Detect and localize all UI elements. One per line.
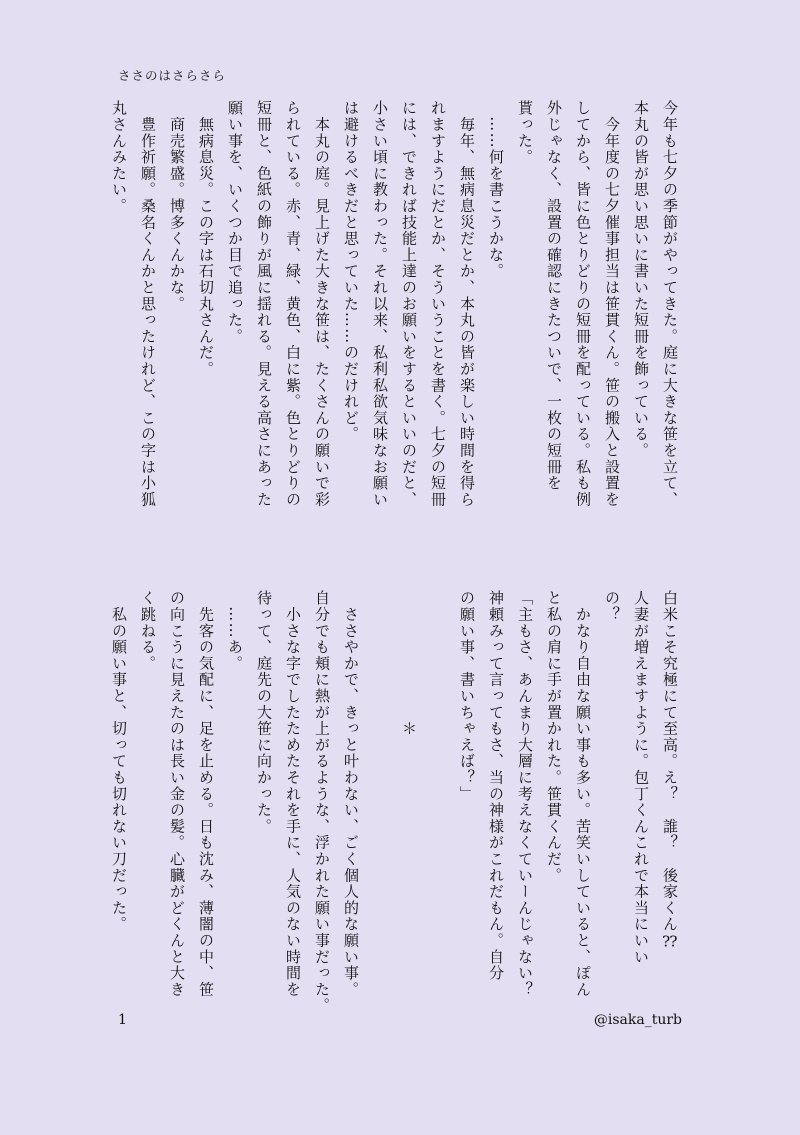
body-text-lower: 白米こそ究極にて至高。え？ 誰？ 後家くん⁇ 人妻が増えますように。包丁くんこれで本当にいい の？ かなり自由な願い事も多い。苦笑いしていると、ぽん と私の肩に手が置かれた。笹貫くんだ。 「主もさ、あんまり大層に考えなくていーんじゃない？ 神頼みって言ってもさ、当の神様がこれだもん。自分 の願い事、書いちゃえば？」 ＊ ささやかで、きっと叶わない、ごく個人的な願い事。 自分でも頬に熱が上がるような、浮かれた願い事だった。 小さな字でしたためたそれを手に、人気のない時間を 待って、庭先の大笹に向かった。 ……あ。 先客の気配に、足を止める。日も沈み、薄闇の中、笹 の向こうに見えたのは長い金の髪。心臓がどくんと大き く跳ねる。 私の願い事と、切っても切れない刀だった。	[110, 590, 679, 1014]
author-credit: @isaka_turb	[593, 1012, 682, 1028]
body-text-upper: 今年も七夕の季節がやってきた。庭に大きな笹を立て、 本丸の皆が思い思いに書いた短冊を飾っている。 今年度の七夕催事担当は笹貫くん。笹の搬入と設置を してから、皆に色とりどりの短冊を配っている。私も例 外じゃなく、設置の確認にきたついで、一枚の短冊を 貰った。 ……何を書こうかな。 毎年、無病息災だとか、本丸の皆が楽しい時間を得ら れますようにだとか、そういうことを書く。七夕の短冊 には、できれば技能上達のお願いをするといいのだと、 小さい頃に教わった。それ以来、私利私欲気味なお願い は避けるべきだと思っていた……のだけれど。 本丸の庭。見上げた大きな笹は、たくさんの願いで彩 られている。赤、青、緑、黄色、白に紫。色とりどりの 短冊と、色紙の飾りが風に揺れる。見える高さにあった 願い事を、いくつか目で追った。 無病息災。この字は石切丸さんだ。 商売繁盛。博多くんかな。 豊作祈願。桑名くんかと思ったけれど、この字は小狐 丸さんみたい。	[110, 100, 679, 508]
page-number: 1	[118, 1012, 127, 1028]
running-header: ささのはさらさら	[118, 68, 227, 83]
